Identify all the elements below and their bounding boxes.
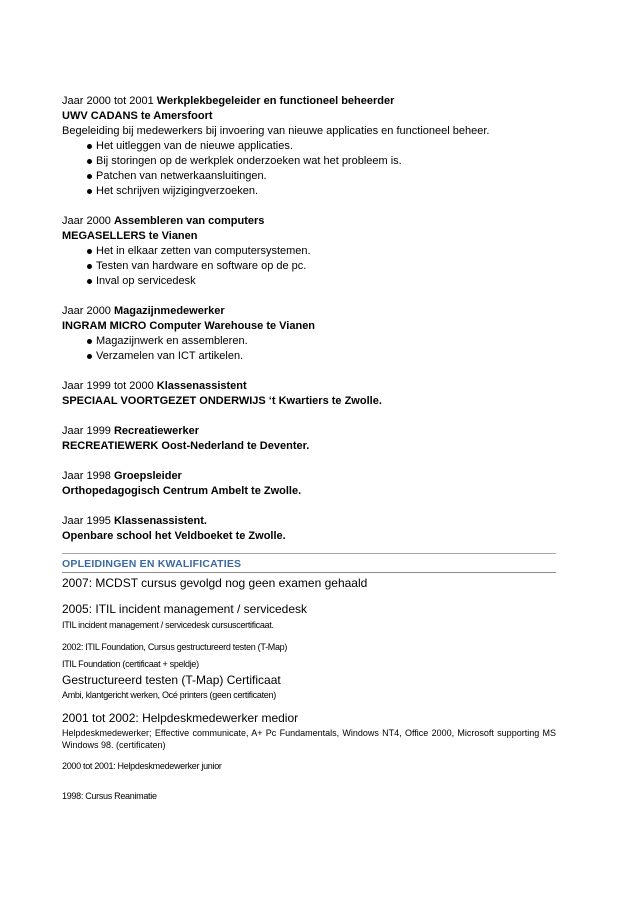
job-employer: UWV CADANS te Amersfoort (62, 110, 213, 122)
section-heading: OPLEIDINGEN EN KWALIFICATIES (62, 558, 242, 570)
bullet-item: Het uitleggen van de nieuwe applicaties. (62, 139, 556, 154)
job-title: Magazijnmedewerker (113, 305, 225, 317)
job-heading (62, 514, 556, 529)
bullet-item: Patchen van netwerkaansluitingen. (62, 169, 556, 184)
job-entry (62, 424, 556, 454)
job-heading (62, 469, 556, 484)
qualification-heading: Gestructureerd testen (T-Map) Certificaat (62, 673, 281, 687)
job-bullets (62, 139, 556, 199)
job-title: Recreatiewerker (113, 425, 199, 437)
job-period: Jaar 1999 (62, 425, 114, 437)
job-period: Jaar 2000 (62, 215, 114, 227)
job-title: Klassenassistent (156, 380, 247, 392)
job-entry (62, 469, 556, 499)
bullet-item: Het in elkaar zetten van computersystemen. (62, 244, 556, 259)
job-employer: INGRAM MICRO Computer Warehouse te Vianen (62, 320, 316, 332)
qualification-item: 2007: MCDST cursus gevolgd nog geen examen gehaald (62, 576, 368, 590)
job-entry (62, 379, 556, 409)
job-heading (62, 424, 556, 439)
job-description: Begeleiding bij medewerkers bij invoering van nieuwe applicaties en functioneel beheer. (62, 125, 490, 137)
qualification-detail: Helpdeskmedewerker; Effective communicate, A+ Pc Fundamentals, Windows NT4, Office 2000, Microsoft supporting MS Windows 98. (certificaten) (62, 728, 556, 750)
job-period: Jaar 2000 tot 2001 (62, 95, 157, 107)
job-entry (62, 514, 556, 544)
job-employer: MEGASELLERS te Vianen (62, 230, 198, 242)
job-period: Jaar 1999 tot 2000 (62, 380, 157, 392)
job-bullets (62, 334, 556, 364)
job-entry (62, 304, 556, 364)
bullet-item: Het schrijven wijzigingverzoeken. (62, 184, 556, 199)
qualification-heading: 2005: ITIL incident management / servicedesk (62, 602, 308, 616)
education-section (62, 553, 556, 802)
bullet-item: Inval op servicedesk (62, 274, 556, 289)
job-period: Jaar 1998 (62, 470, 114, 482)
job-period: Jaar 2000 (62, 305, 114, 317)
job-heading (62, 94, 556, 109)
job-title: Werkplekbegeleider en functioneel beheerder (156, 95, 395, 107)
job-employer: RECREATIEWERK Oost-Nederland te Deventer. (62, 440, 310, 452)
job-period: Jaar 1995 (62, 515, 114, 527)
qualification-detail: ITIL incident management / servicedesk cursuscertificaat. (62, 620, 274, 630)
job-heading (62, 304, 556, 319)
bullet-item: Testen van hardware en software op de pc. (62, 259, 556, 274)
job-entry (62, 94, 556, 199)
job-employer: Orthopedagogisch Centrum Ambelt te Zwolle. (62, 485, 302, 497)
section-bottom-rule (62, 572, 556, 573)
job-entry (62, 214, 556, 289)
qualification-detail: 1998: Cursus Reanimatie (62, 791, 157, 801)
job-heading (62, 379, 556, 394)
job-title: Assembleren van computers (113, 215, 265, 227)
bullet-item: Bij storingen op de werkplek onderzoeken wat het probleem is. (62, 154, 556, 169)
qualification-detail: 2002: ITIL Foundation, Cursus gestructureerd testen (T-Map) (62, 642, 288, 652)
qualification-detail: ITIL Foundation (certificaat + speldje) (62, 659, 199, 669)
bullet-item: Magazijnwerk en assembleren. (62, 334, 556, 349)
job-title: Klassenassistent. (113, 515, 207, 527)
job-title: Groepsleider (113, 470, 182, 482)
qualification-detail: Ambi, klantgericht werken, Océ printers (geen certificaten) (62, 690, 276, 700)
job-bullets (62, 244, 556, 289)
qualification-heading: 2001 tot 2002: Helpdeskmedewerker medior (62, 711, 299, 725)
job-employer: Openbare school het Veldboeket te Zwolle. (62, 530, 286, 542)
bullet-item: Verzamelen van ICT artikelen. (62, 349, 556, 364)
work-experience (62, 94, 556, 559)
job-heading (62, 214, 556, 229)
job-employer: SPECIAAL VOORTGEZET ONDERWIJS ‘t Kwartiers te Zwolle. (62, 395, 382, 407)
qualification-detail: 2000 tot 2001: Helpdeskmedewerker junior (62, 761, 222, 771)
